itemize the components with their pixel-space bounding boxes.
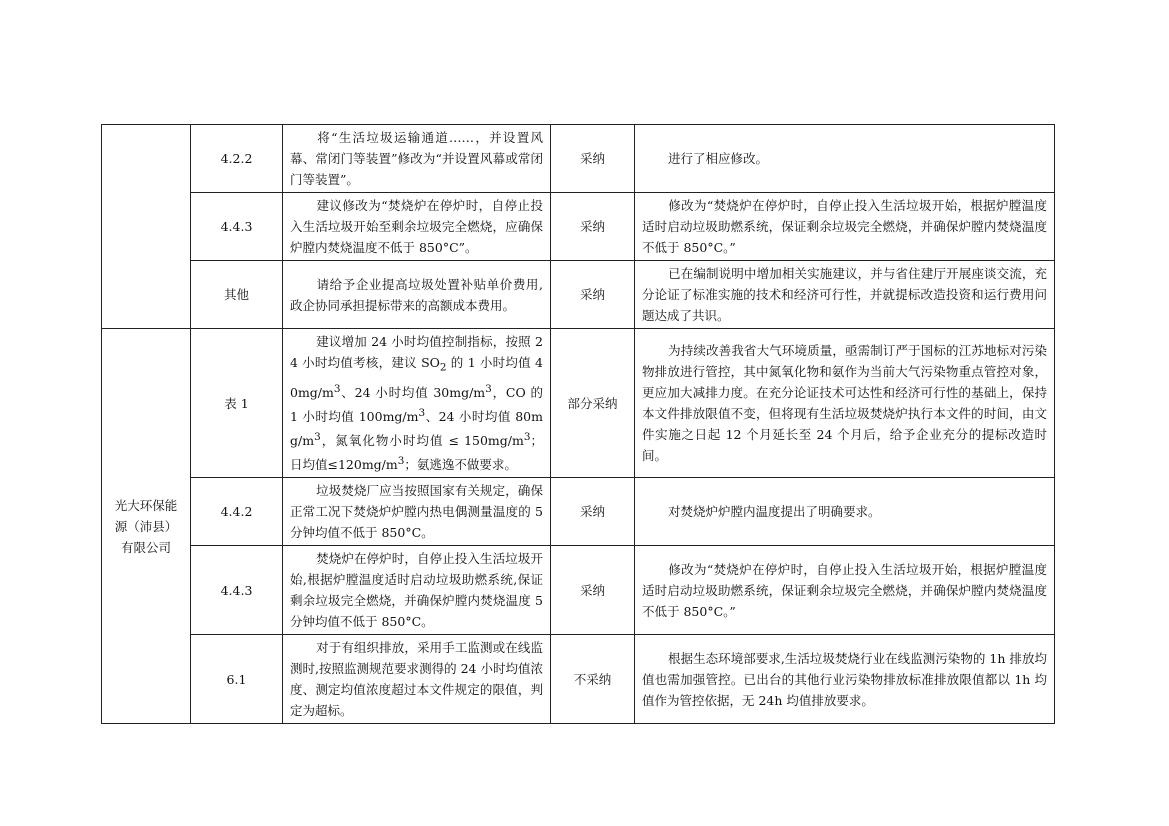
org-cell: 光大环保能源（沛县）有限公司 [102, 329, 191, 724]
table-row [102, 546, 1055, 635]
opinion-cell: 对于有组织排放，采用手工监测或在线监测时,按照监测规范要求测得的 24 小时均值浓度、测定均值浓度超过本文件规定的限值，判定为超标。 [283, 635, 551, 724]
opinion-cell: 焚烧炉在停炉时，自停止投入生活垃圾开始,根据炉膛温度适时启动垃圾助燃系统,保证剩余垃圾完全燃烧，并确保炉膛内焚烧温度 5 分钟均值不低于 850°C。 [283, 546, 551, 635]
opinion-cell: 垃圾焚烧厂应当按照国家有关规定，确保正常工况下焚烧炉炉膛内热电偶测量温度的 5 分钟均值不低于 850°C。 [283, 478, 551, 546]
clause-cell: 4.2.2 [191, 125, 283, 193]
handling-cell: 进行了相应修改。 [635, 125, 1055, 193]
table-row [102, 125, 1055, 193]
table-row [102, 193, 1055, 261]
table-row [102, 329, 1055, 478]
table-row [102, 261, 1055, 329]
result-cell: 不采纳 [551, 635, 635, 724]
opinion-cell: 建议修改为“焚烧炉在停炉时，自停止投入生活垃圾开始至剩余垃圾完全燃烧，应确保炉膛内焚烧温度不低于 850°C”。 [283, 193, 551, 261]
clause-cell: 表 1 [191, 329, 283, 478]
result-cell: 采纳 [551, 261, 635, 329]
clause-cell: 其他 [191, 261, 283, 329]
clause-cell: 4.4.3 [191, 193, 283, 261]
handling-cell: 修改为“焚烧炉在停炉时，自停止投入生活垃圾开始，根据炉膛温度适时启动垃圾助燃系统，保证剩余垃圾完全燃烧，并确保炉膛内焚烧温度不低于 850°C。” [635, 546, 1055, 635]
clause-cell: 4.4.3 [191, 546, 283, 635]
opinion-cell: 请给予企业提高垃圾处置补贴单价费用,政企协同承担提标带来的高额成本费用。 [283, 261, 551, 329]
result-cell: 部分采纳 [551, 329, 635, 478]
result-cell: 采纳 [551, 546, 635, 635]
handling-cell: 对焚烧炉炉膛内温度提出了明确要求。 [635, 478, 1055, 546]
result-cell: 采纳 [551, 193, 635, 261]
clause-cell: 6.1 [191, 635, 283, 724]
handling-cell: 已在编制说明中增加相关实施建议，并与省住建厅开展座谈交流，充分论证了标准实施的技术和经济可行性，并就提标改造投资和运行费用问题达成了共识。 [635, 261, 1055, 329]
table-row [102, 635, 1055, 724]
handling-cell: 为持续改善我省大气环境质量，亟需制订严于国标的江苏地标对污染物排放进行管控，其中氮氧化物和氨作为当前大气污染物重点管控对象，更应加大减排力度。在充分论证技术可达性和经济可行性的基础上，保持本文件排放限值不变，但将现有生活垃圾焚烧炉执行本文件的时间，由文件实施之日起 12 个月延长至 24 个月后，给予企业充分的提标改造时间。 [635, 329, 1055, 478]
comment-response-table [101, 124, 1055, 724]
opinion-cell: 将“生活垃圾运输通道……，并设置风幕、常闭门等装置”修改为“并设置风幕或常闭门等装置”。 [283, 125, 551, 193]
handling-cell: 根据生态环境部要求,生活垃圾焚烧行业在线监测污染物的 1h 排放均值也需加强管控。已出台的其他行业污染物排放标准排放限值都以 1h 均值作为管控依据，无 24h 均值排放要求。 [635, 635, 1055, 724]
handling-cell: 修改为“焚烧炉在停炉时，自停止投入生活垃圾开始，根据炉膛温度适时启动垃圾助燃系统，保证剩余垃圾完全燃烧，并确保炉膛内焚烧温度不低于 850°C。” [635, 193, 1055, 261]
result-cell: 采纳 [551, 125, 635, 193]
table-row [102, 478, 1055, 546]
result-cell: 采纳 [551, 478, 635, 546]
clause-cell: 4.4.2 [191, 478, 283, 546]
org-cell-continued [102, 125, 191, 329]
opinion-cell: 建议增加 24 小时均值控制指标，按照 24 小时均值考核，建议 $SO_2$ 的 1 小时均值 $40mg/m^3$、24 小时均值 $30mg/m^3$，CO 的 1 小时均值 $100mg/m^3$、24 小时均值 $80mg/m^3$，氮氧化物小时均值 ≤ $150mg/m^3$；日均值$\le 120mg/m^3$；氨逃逸不做要求。 [283, 329, 551, 478]
